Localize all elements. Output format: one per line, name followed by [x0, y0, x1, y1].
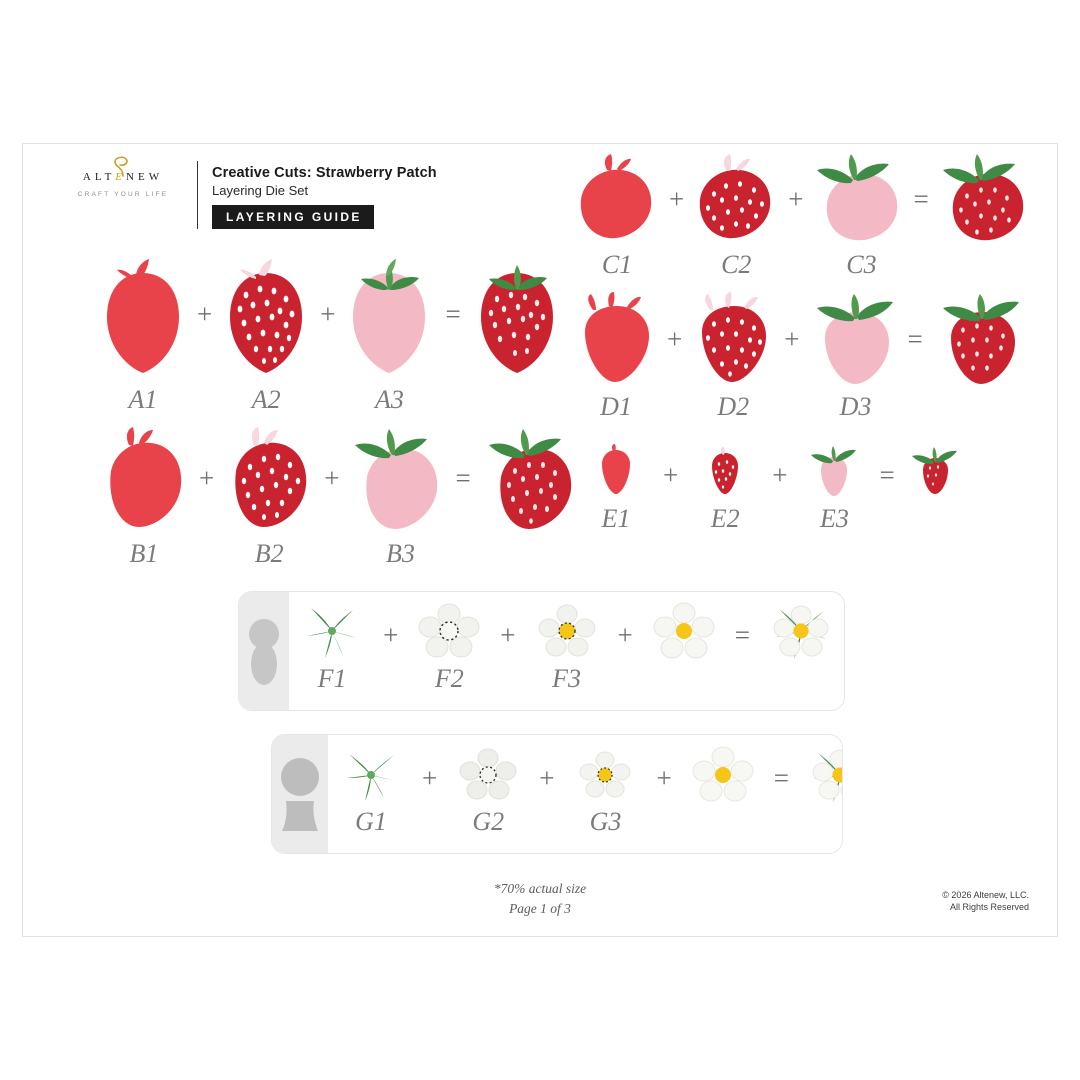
row-e-art-1 — [596, 444, 636, 500]
copyright-line-1: © 2026 Altenew, LLC. — [942, 890, 1029, 900]
row-d-label-1: D1 — [600, 392, 632, 421]
row-a-art-3 — [339, 259, 439, 381]
row-a-label-2: A2 — [251, 385, 281, 414]
row-g-layer-1 — [328, 745, 414, 835]
row-f-layer-1 — [289, 602, 375, 692]
layering-guide-sheet — [22, 143, 1058, 937]
row-e-art-3 — [806, 444, 862, 500]
row-f-plus-3: + — [617, 620, 633, 650]
row-d-art-result — [929, 292, 1029, 388]
row-g-art-result — [806, 745, 843, 803]
row-a — [93, 259, 567, 413]
logo-wordmark — [83, 171, 163, 183]
row-g-label-2: G2 — [472, 807, 505, 836]
row-b-plus-2: + — [324, 463, 340, 493]
row-f-panel — [238, 591, 845, 711]
row-g-body — [328, 735, 843, 853]
footer-center — [23, 879, 1057, 920]
row-g-result — [797, 745, 843, 835]
flower-center-yellow-g-icon — [574, 745, 636, 803]
row-f-layer-3 — [524, 602, 610, 692]
double-circle-shape-icon — [241, 614, 287, 688]
row-a-art-result — [467, 259, 567, 381]
row-d-art-2 — [688, 292, 778, 388]
row-f-body — [289, 592, 844, 710]
row-b-label-3: B3 — [386, 539, 415, 568]
row-f-tab — [239, 592, 289, 710]
row-a-layer-2 — [216, 259, 316, 413]
row-g-panel — [271, 734, 843, 854]
row-e-equals: = — [879, 460, 895, 490]
row-b-art-result — [477, 427, 589, 535]
row-e-plus-2: + — [772, 460, 788, 490]
row-g-label-3: G3 — [589, 807, 622, 836]
row-g-plus-3: + — [656, 763, 672, 793]
flower-silhouette-shape-icon — [272, 755, 328, 833]
strawberry-small-base-icon — [596, 444, 636, 500]
row-a-art-1 — [93, 259, 193, 381]
flower-petals-dotted-icon — [418, 602, 480, 660]
logo-letter-e: E — [115, 171, 127, 183]
row-f-label-2: F2 — [434, 664, 464, 693]
row-g-layer-4 — [680, 745, 766, 835]
flower-white-petals-g-icon — [692, 745, 754, 803]
flower-sepal-g-icon — [340, 745, 402, 803]
row-c-label-3: C3 — [846, 250, 877, 279]
scale-note: *70% actual size — [493, 881, 587, 896]
row-b — [95, 427, 589, 567]
row-g-art-4 — [692, 745, 754, 803]
row-b-art-3 — [345, 427, 455, 535]
strawberry-tilted-seeds-icon — [220, 427, 318, 535]
logo-letter-t: T — [104, 171, 116, 183]
row-a-label-1: A1 — [128, 385, 158, 414]
flower-petals-dotted-g-icon — [457, 745, 519, 803]
row-f-plus-1: + — [383, 620, 399, 650]
flower-sepal-icon — [301, 602, 363, 660]
row-f-art-1 — [301, 602, 363, 660]
footer-copyright — [942, 889, 1029, 913]
row-g-equals: = — [773, 763, 789, 793]
row-c-layer-3 — [809, 154, 913, 278]
strawberry-side-seeds-icon — [690, 154, 782, 246]
row-c-art-result — [933, 154, 1037, 246]
row-g-art-1 — [340, 745, 402, 803]
row-a-equals: = — [445, 299, 461, 329]
row-a-label-3: A3 — [375, 385, 404, 414]
strawberry-wide-seeds-icon — [688, 292, 778, 388]
page-subtitle: Layering Die Set — [212, 183, 309, 198]
strawberry-small-seeds-icon — [705, 444, 745, 500]
row-a-plus-1: + — [197, 299, 213, 329]
row-b-plus-1: + — [199, 463, 215, 493]
row-b-layer-2 — [220, 427, 318, 567]
strawberry-tilted-assembled-icon — [477, 427, 589, 535]
row-c-plus-2: + — [788, 184, 804, 214]
row-g-plus-1: + — [422, 763, 438, 793]
strawberry-wide-assembled-icon — [929, 292, 1029, 388]
header — [53, 161, 437, 229]
row-e-result — [901, 444, 967, 532]
row-e-art-2 — [705, 444, 745, 500]
row-e-label-2: E2 — [710, 504, 740, 533]
row-c-plus-1: + — [669, 184, 685, 214]
logo-letter-n: N — [126, 171, 138, 183]
row-d-plus-1: + — [667, 324, 683, 354]
flower-assembled-g-icon — [806, 745, 843, 803]
strawberry-leaf-icon — [339, 259, 439, 381]
row-f-plus-2: + — [500, 620, 516, 650]
strawberry-tilted-base-icon — [95, 427, 193, 535]
row-c-label-1: C1 — [601, 250, 633, 279]
row-f-art-result — [767, 602, 835, 660]
row-g-layer-3 — [562, 745, 648, 835]
row-b-layer-3 — [345, 427, 455, 567]
row-e-layer-3 — [791, 444, 877, 532]
row-f-art-4 — [653, 602, 715, 660]
row-a-plus-2: + — [320, 299, 336, 329]
row-c-layer-1 — [571, 154, 663, 278]
header-divider — [197, 161, 198, 229]
row-c-art-3 — [809, 154, 913, 246]
row-a-layer-3 — [339, 259, 439, 413]
row-g-layer-2 — [445, 745, 531, 835]
logo-tagline: CRAFT YOUR LIFE — [77, 191, 169, 198]
row-d-result — [929, 292, 1029, 420]
row-b-layer-1 — [95, 427, 193, 567]
row-c — [571, 154, 1037, 278]
row-d-layer-3 — [805, 292, 905, 420]
strawberry-seeds-icon — [216, 259, 316, 381]
strawberry-assembled-icon — [467, 259, 567, 381]
logo-letter-e2: E — [137, 171, 149, 183]
row-c-label-2: C2 — [721, 250, 752, 279]
row-c-art-2 — [690, 154, 782, 246]
strawberry-tilted-leaf-icon — [345, 427, 455, 535]
logo-swirl-icon — [106, 155, 140, 177]
row-c-result — [933, 154, 1037, 278]
row-g-label-1: G1 — [355, 807, 387, 836]
row-c-equals: = — [913, 184, 929, 214]
row-g-art-2 — [457, 745, 519, 803]
row-f-label-1: F1 — [317, 664, 347, 693]
copyright-line-2: All Rights Reserved — [949, 902, 1029, 913]
row-e-label-1: E1 — [601, 504, 631, 533]
strawberry-wide-base-icon — [571, 292, 661, 388]
row-a-art-2 — [216, 259, 316, 381]
row-g-tab — [272, 735, 328, 853]
logo-letter-l: L — [94, 171, 105, 183]
row-b-result — [477, 427, 589, 567]
row-b-art-1 — [95, 427, 193, 535]
row-e — [573, 444, 967, 532]
row-g-art-3 — [574, 745, 636, 803]
row-d-plus-2: + — [784, 324, 800, 354]
row-d-layer-1 — [571, 292, 661, 420]
row-a-layer-1 — [93, 259, 193, 413]
row-d-art-3 — [805, 292, 905, 388]
row-f-layer-4 — [641, 602, 727, 692]
row-a-result — [467, 259, 567, 413]
flower-white-petals-icon — [653, 602, 715, 660]
flower-assembled-icon — [767, 602, 835, 660]
row-b-art-2 — [220, 427, 318, 535]
row-f-art-3 — [536, 602, 598, 660]
row-c-layer-2 — [690, 154, 782, 278]
logo-letter-w: W — [148, 171, 164, 183]
row-f-equals: = — [734, 620, 750, 650]
title-block — [212, 161, 437, 229]
row-e-layer-1 — [573, 444, 659, 532]
row-d-art-1 — [571, 292, 661, 388]
strawberry-wide-leaf-icon — [805, 292, 905, 388]
logo-letter-a: A — [82, 171, 95, 183]
row-d — [571, 292, 1029, 420]
flower-center-yellow-icon — [536, 602, 598, 660]
strawberry-side-leaf-icon — [809, 154, 913, 246]
strawberry-small-assembled-icon — [906, 444, 962, 500]
row-d-label-2: D2 — [717, 392, 750, 421]
row-c-art-1 — [571, 154, 663, 246]
strawberry-small-leaf-icon — [806, 444, 862, 500]
row-d-equals: = — [907, 324, 923, 354]
row-f-layer-2 — [406, 602, 492, 692]
row-f-label-3: F3 — [552, 664, 581, 693]
row-e-art-result — [906, 444, 962, 500]
row-g-plus-2: + — [539, 763, 555, 793]
row-d-layer-2 — [688, 292, 778, 420]
strawberry-base-icon — [93, 259, 193, 381]
row-b-equals: = — [455, 463, 471, 493]
row-e-layer-2 — [682, 444, 768, 532]
layering-guide-badge: LAYERING GUIDE — [212, 205, 374, 229]
row-b-label-1: B1 — [129, 539, 159, 568]
row-e-label-3: E3 — [820, 504, 849, 533]
page-note: Page 1 of 3 — [509, 901, 571, 917]
row-f-art-2 — [418, 602, 480, 660]
row-f-result — [758, 602, 844, 692]
altenew-logo — [53, 161, 193, 198]
page-title: Creative Cuts: Strawberry Patch — [212, 165, 437, 181]
row-e-plus-1: + — [663, 460, 679, 490]
row-d-label-3: D3 — [839, 392, 872, 421]
strawberry-side-base-icon — [571, 154, 663, 246]
row-b-label-2: B2 — [254, 539, 284, 568]
strawberry-side-assembled-icon — [933, 154, 1037, 246]
